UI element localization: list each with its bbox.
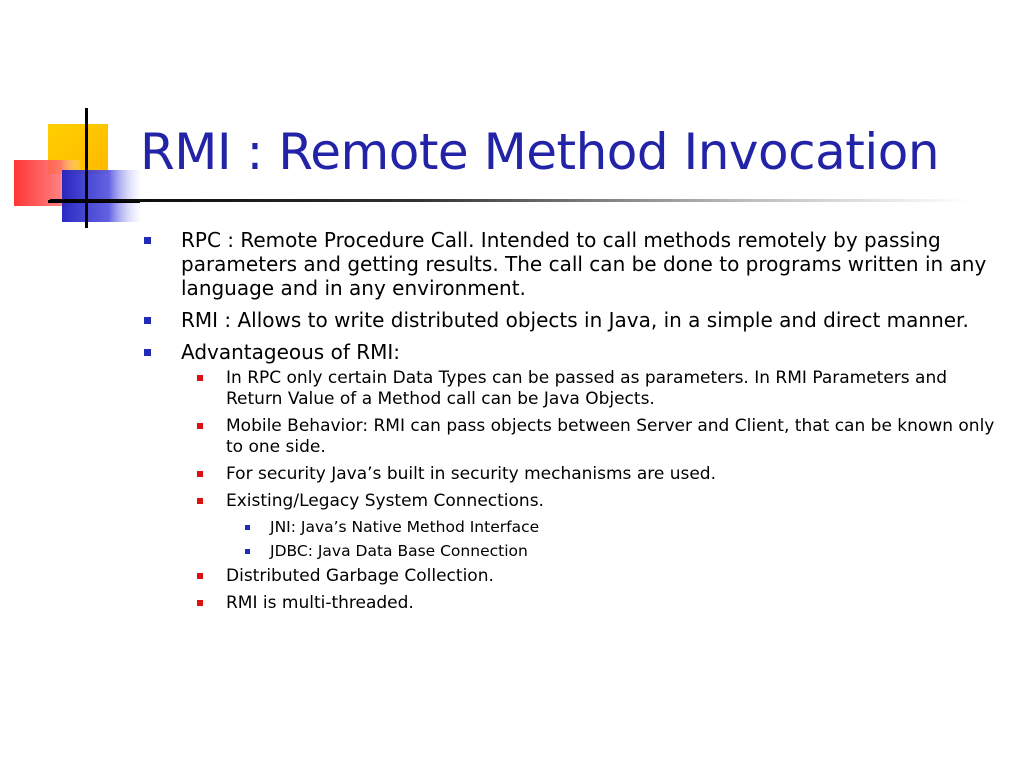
sub-bullet-item [226, 593, 1000, 614]
square-bullet-icon [144, 317, 151, 324]
red-square-bullet-icon [197, 573, 203, 579]
sub-sub-bullet-item [270, 518, 1000, 537]
bullet-item [181, 228, 1000, 300]
title-underline [50, 199, 970, 202]
sub-sub-bullet-text: JDBC: Java Data Base Connection [270, 542, 528, 560]
bullet-item [181, 340, 1000, 364]
sub-sub-bullet-item [270, 542, 1000, 561]
vertical-line [85, 108, 88, 228]
square-bullet-icon [144, 349, 151, 356]
red-square-bullet-icon [197, 600, 203, 606]
bullet-text: RMI : Allows to write distributed objects in Java, in a simple and direct manner. [181, 308, 969, 332]
bullet-text: Advantageous of RMI: [181, 340, 401, 364]
bullet-list [140, 228, 1000, 620]
blue-square [62, 170, 140, 222]
red-square-bullet-icon [197, 471, 203, 477]
decorative-logo-squares [0, 100, 140, 230]
red-square-bullet-icon [197, 375, 203, 381]
slide-title: RMI : Remote Method Invocation [140, 123, 940, 181]
sub-sub-bullet-text: JNI: Java’s Native Method Interface [270, 518, 540, 536]
small-square-bullet-icon [245, 549, 250, 554]
sub-bullet-text: Existing/Legacy System Connections. [226, 491, 544, 511]
square-bullet-icon [144, 237, 151, 244]
sub-bullet-item [226, 368, 1000, 410]
sub-bullet-text: RMI is multi-threaded. [226, 593, 414, 613]
sub-bullet-text: For security Java’s built in security mechanisms are used. [226, 464, 716, 484]
sub-bullet-text: Mobile Behavior: RMI can pass objects between Server and Client, that can be known only to one side. [226, 416, 995, 457]
small-square-bullet-icon [245, 525, 250, 530]
bullet-item [181, 308, 1000, 332]
sub-bullet-item [226, 416, 1000, 458]
bullet-text: RPC : Remote Procedure Call. Intended to call methods remotely by passing parameters and getting results. The call can be done to programs written in any language and in any environment. [181, 228, 987, 300]
sub-bullet-text: In RPC only certain Data Types can be passed as parameters. In RMI Parameters and Return Value of a Method call can be Java Objects. [226, 368, 948, 409]
red-square-bullet-icon [197, 498, 203, 504]
red-square-bullet-icon [197, 423, 203, 429]
sub-bullet-item [226, 491, 1000, 512]
sub-bullet-item [226, 566, 1000, 587]
sub-bullet-item [226, 464, 1000, 485]
sub-bullet-text: Distributed Garbage Collection. [226, 566, 494, 586]
